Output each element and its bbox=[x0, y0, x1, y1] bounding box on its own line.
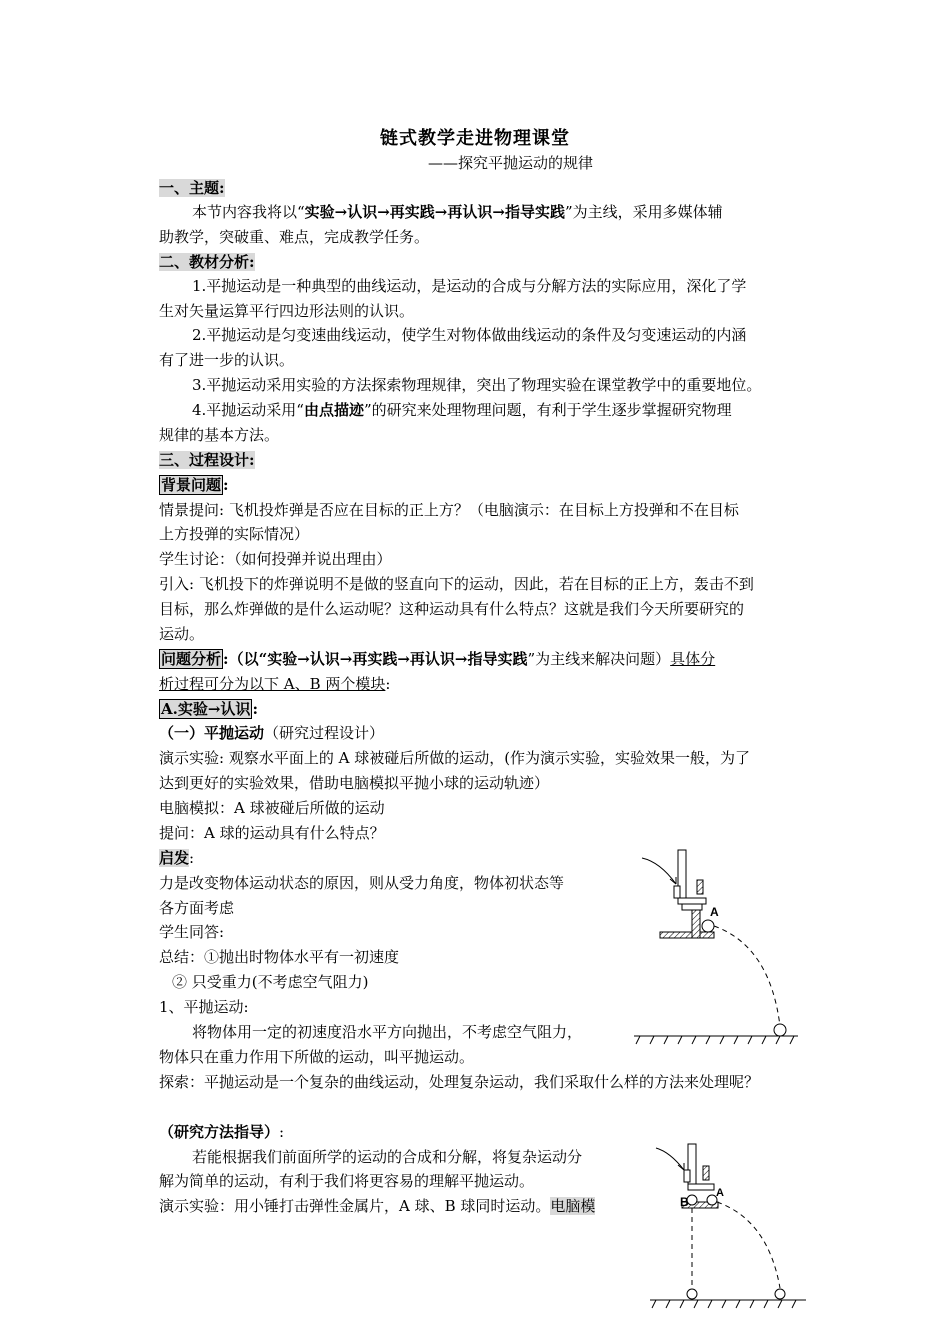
scenario-question-line1: 情景提问: 飞机投炸弹是否应在目标的正上方？（电脑演示：在目标上方投弹和不在目标 bbox=[159, 501, 739, 519]
material-item-2-line1: 2.平抛运动是匀变速曲线运动，使学生对物体做曲线运动的条件及匀变速运动的内涵 bbox=[192, 326, 747, 344]
paragraph-topic-line2: 助教学，突破重、难点，完成教学任务。 bbox=[159, 228, 430, 246]
material-item-4-line2: 规律的基本方法。 bbox=[159, 426, 280, 444]
problem-analysis-line1: 问题分析 :（以“实验→认识→再实践→再认识→指导实践”为主线来解决问题）具体分 bbox=[161, 650, 716, 668]
section-heading-process: 三、过程设计: bbox=[159, 451, 255, 469]
projectile-apparatus-figure bbox=[630, 846, 800, 1046]
material-item-2-line2: 有了进一步的认识。 bbox=[159, 351, 295, 369]
method-line2: 解为简单的运动，有利于我们将更容易的理解平抛运动。 bbox=[159, 1172, 535, 1190]
inspiration-line1: 力是改变物体运动状态的原因，则从受力角度，物体初状态等 bbox=[159, 874, 565, 892]
method-guidance-heading: （研究方法指导）: bbox=[159, 1123, 285, 1141]
definition-line1: 将物体用一定的初速度沿水平方向抛出，不考虑空气阻力， bbox=[192, 1023, 583, 1041]
scenario-question-line2: 上方投弹的实际情况） bbox=[159, 525, 310, 543]
ball-a-label: A bbox=[710, 905, 719, 919]
ball-b-label: B bbox=[680, 1195, 689, 1209]
section-heading-topic: 一、主题: bbox=[159, 179, 225, 197]
demo-experiment-line1: 演示实验: 观察水平面上的 A 球被碰后所做的运动，(作为演示实验，实验效果一般，为了 bbox=[159, 749, 751, 767]
introduction-line1: 引入: 飞机投下的炸弹说明不是做的竖直向下的运动，因此，若在目标的正上方，轰击不到 bbox=[159, 575, 754, 593]
ball-a-label-2: A bbox=[716, 1187, 724, 1199]
computer-simulation: 电脑模拟：A 球被碰后所做的运动 bbox=[159, 799, 385, 817]
demo-experiment-line2: 达到更好的实验效果，借助电脑模拟平抛小球的运动轨迹） bbox=[159, 774, 550, 792]
introduction-line3: 运动。 bbox=[159, 625, 205, 643]
definition-line2: 物体只在重力作用下所做的运动，叫平抛运动。 bbox=[159, 1048, 475, 1066]
document-subtitle: ——探究平抛运动的规律 bbox=[428, 154, 594, 172]
paragraph-topic-line1: 本节内容我将以“实验→认识→再实践→再认识→指导实践”为主线，采用多媒体辅 bbox=[192, 203, 723, 221]
method-line1: 若能根据我们前面所学的运动的合成和分解，将复杂运动分 bbox=[192, 1148, 583, 1166]
section-heading-material: 二、教材分析: bbox=[159, 253, 255, 271]
inspiration-label: 启发: bbox=[159, 849, 195, 867]
subsection-projectile-heading: （一）平抛运动（研究过程设计） bbox=[159, 724, 385, 742]
student-discussion: 学生讨论：（如何投弹并说出理由） bbox=[159, 550, 392, 568]
exploration: 探索：平抛运动是一个复杂的曲线运动，处理复杂运动，我们采取什么样的方法来处理呢？ bbox=[159, 1073, 760, 1091]
material-item-4-line1: 4.平抛运动采用“由点描迹”的研究来处理物理问题，有利于学生逐步掌握研究物理 bbox=[192, 401, 732, 419]
inspiration-line2: 各方面考虑 bbox=[159, 899, 235, 917]
summary-line2: ② 只受重力(不考虑空气阻力) bbox=[172, 973, 369, 991]
simultaneous-fall-figure bbox=[648, 1140, 808, 1310]
material-item-1-line2: 生对矢量运算平行四边形法则的认识。 bbox=[159, 302, 415, 320]
module-a-label: A.实验→认识 : bbox=[161, 700, 258, 718]
background-question-label: 背景问题 : bbox=[161, 476, 229, 494]
definition-heading: 1、平抛运动: bbox=[159, 998, 249, 1016]
summary-line1: 总结：①抛出时物体水平有一初速度 bbox=[159, 948, 400, 966]
document-title: 链式教学走进物理课堂 bbox=[380, 128, 570, 149]
problem-analysis-line2: 析过程可分为以下 A、B 两个模块: bbox=[159, 675, 391, 693]
material-item-3: 3.平抛运动采用实验的方法探索物理规律，突出了物理实验在课堂教学中的重要地位。 bbox=[192, 376, 762, 394]
demo-experiment-2: 演示实验：用小锤打击弹性金属片，A 球、B 球同时运动。电脑模 bbox=[159, 1197, 596, 1215]
question-ball-a: 提问：A 球的运动具有什么特点？ bbox=[159, 824, 385, 842]
introduction-line2: 目标，那么炸弹做的是什么运动呢？这种运动具有什么特点？这就是我们今天所要研究的 bbox=[159, 600, 745, 618]
material-item-1-line1: 1.平抛运动是一种典型的曲线运动，是运动的合成与分解方法的实际应用，深化了学 bbox=[192, 277, 747, 295]
student-answer: 学生同答: bbox=[159, 923, 225, 941]
